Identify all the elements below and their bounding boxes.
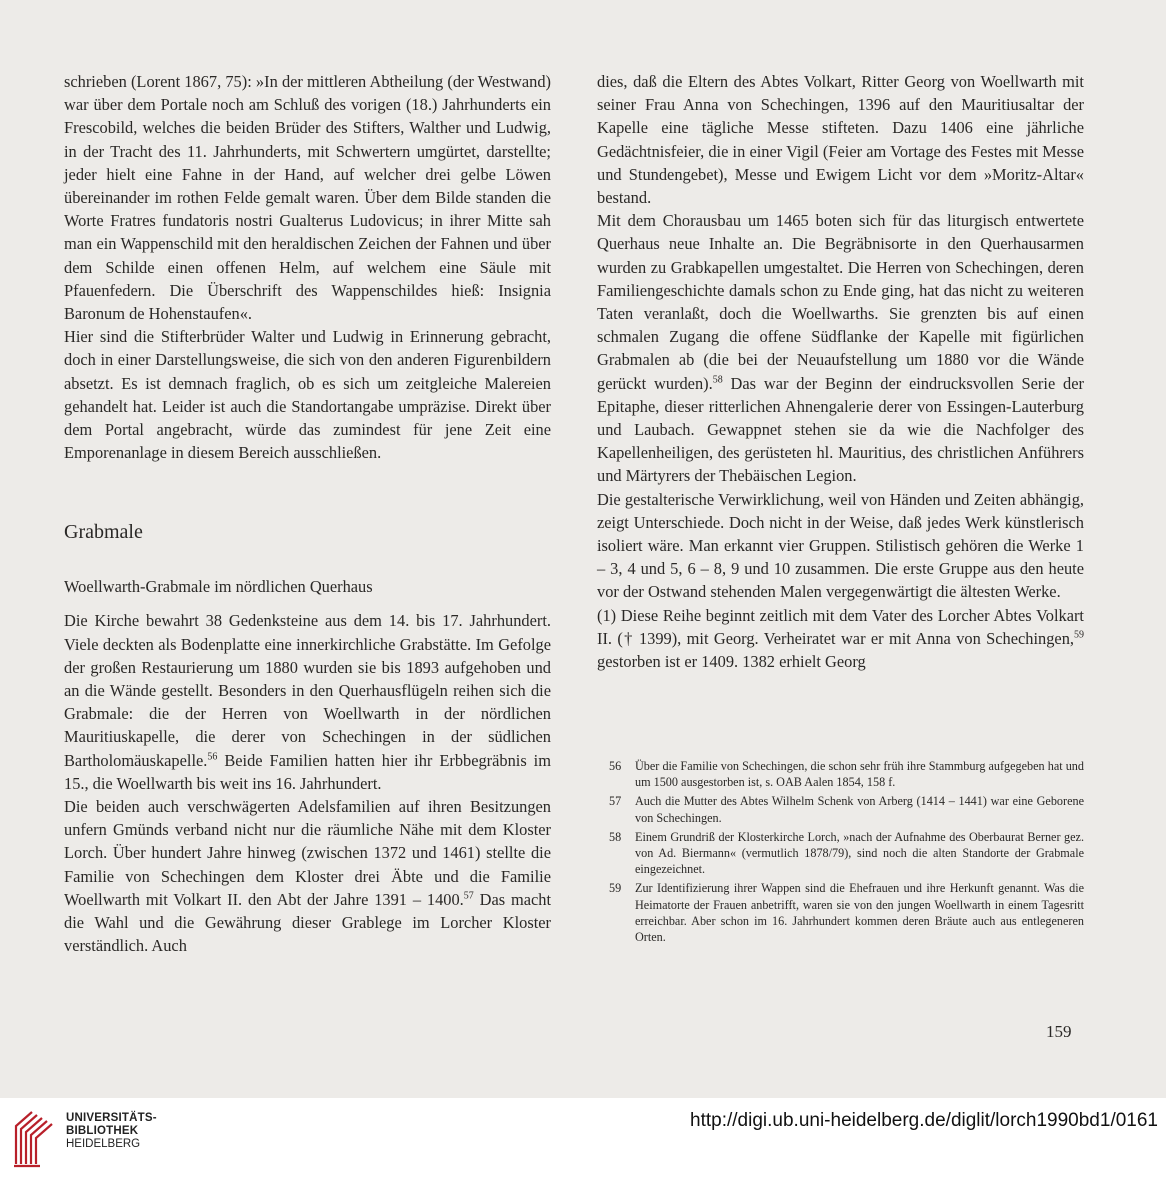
footnote-number: 57 [609, 794, 622, 809]
footnote-number: 59 [609, 881, 622, 896]
page-number: 159 [1046, 1022, 1072, 1041]
paragraph: Hier sind die Stifterbrüder Walter und Ludwig in Erinnerung gebracht, doch in einer Darstellungsweise, die sich von den anderen Figurenbildern absetzt. Es ist demnach fraglich, ob es sich um zeitgleiche Malereien gehandelt hat. Leider ist auch die Standortangabe umpräzise. Direkt über dem Portal angebracht, würde das zumindest für jene Zeit eine Emporenanlage in diesem Bereich ausschließen. [64, 327, 551, 463]
library-name [66, 1112, 157, 1151]
footnote-number: 56 [609, 759, 622, 773]
footnote-number: 58 [609, 829, 622, 844]
subsection-heading: Woellwarth-Grabmale im nördlichen Querhaus [64, 577, 373, 597]
paragraph [597, 209, 1084, 487]
text: Mit dem Chorausbau um 1465 boten sich für das liturgisch entwertete Querhaus neue Inhalte an. Die Begräbnisorte in den Querhausarmen wurden zu Grabkapellen umgestaltet. Die Herren von Schechingen, deren Familiengeschichte damals schon zu Ende ging, hat das nicht zu weiteren Taten veranlaßt, doch die Woellwarths. Sie grenzten bis auf einen schmalen Zugang die offene Südflanke der Kapelle mit figürlichen Grabmalen ab (die bei der Neuaufstellung um 1880 vor die Wände gerückt wurden). [597, 211, 1084, 393]
footnote-ref[interactable]: 59 [1074, 629, 1084, 641]
section-heading: Grabmale [64, 521, 143, 544]
footnotes [609, 758, 1084, 948]
text: Die Kirche bewahrt 38 Gedenksteine aus dem 14. bis 17. Jahrhundert. Viele deckten als Bodenplatte eine innerkirchliche Grabstätte. Im Gefolge der großen Restaurierung um 1880 wurden sie bis 1893 aufgehoben und an die Wände gestellt. Besonders in den Querhausflügeln reihen sich die Grabmale: die der Herren von Woellwarth in der nördlichen Mauritiuskapelle, die derer von Schechingen in der südlichen Bartholomäuskapelle. [64, 611, 551, 770]
footnote-ref[interactable]: 56 [207, 751, 218, 763]
footnote-text: Zur Identifizierung ihrer Wappen sind die Ehefrauen und ihre Herkunft genannt. Was die Heimatorte der Frauen anbetrifft, waren sie von den jungen Woellwarth in einem Tagesritt erreichbar. Aber schon im 16. Jahrhundert kommen deren Bräute auch aus entlegeneren Orten. [635, 881, 1084, 945]
text: Die beiden auch verschwägerten Adelsfamilien auf ihren Besitzungen unfern Gmünds verband nicht nur die räumliche Nähe mit dem Kloster Lorch. Über hundert Jahre hinweg (zwischen 1372 und 1461) stellte die Familie von Schechingen dem Kloster drei Äbte und die Familie Woellwarth mit Volkart II. den Abt der Jahre 1391 – 1400. [64, 797, 551, 909]
paragraph [64, 609, 551, 795]
text: Beide Familien hatten hier ihr Erbbegräbnis im 15., die Woellwarth bis weit ins 16. Jahrhundert. [64, 750, 551, 793]
text: Das war der Beginn der eindrucksvollen Serie der Epitaphe, dieser ritterlichen Ahnengalerie derer von Essingen-Lauterburg und Laubach. Gewappnet stehen sie da wie die Nachfolger des Kapellenheiligen, des gerüsteten hl. Mauritius, des christlichen Anführers und Märtyrers der Thebäischen Legion. [597, 373, 1084, 486]
paragraph: dies, daß die Eltern des Abtes Volkart, Ritter Georg von Woellwarth mit seiner Frau Anna von Schechingen, 1396 auf den Mauritiusaltar der Kapelle eine tägliche Messe stifteten. Dazu 1406 eine jährliche Gedächtnisfeier, die in einer Vigil (Feier am Vortage des Festes mit Messe und Stundengebet), Messe und Ewigem Licht vor dem »Moritz-Altar« bestand. [597, 72, 1084, 208]
footnote-text: Über die Familie von Schechingen, die schon sehr früh ihre Stammburg aufgegeben hat und um 1500 ausgestorben ist, s. OAB Aalen 1854, 158 f. [635, 759, 1084, 790]
paragraph: schrieben (Lorent 1867, 75): »In der mittleren Abtheilung (der Westwand) war über dem Portale noch am Schluß des vorigen (18.) Jahrhunderts ein Frescobild, welches die beiden Brüder des Stifters, Walther und Ludwig, in der Tracht des 11. Jahrhunderts, mit Schwertern umgürtet, darstellte; jeder hielt eine Fahne in der Hand, auf welcher drei gelbe Löwen übereinander im rothen Felde gemalt waren. Über dem Bilde standen die Worte Fratres fundatoris nostri Gualterus Ludovicus; in ihrer Mitte sah man ein Wappenschild mit den heraldischen Zeichen der Fahnen und über dem Schilde einen offenen Helm, auf welchem eine Säule mit Pfauenfedern. Die Überschrift des Wappenschildes hieß: Insignia Baronum de Hohenstaufen«. [64, 72, 551, 324]
footnote-ref[interactable]: 57 [463, 890, 474, 902]
paragraph: Die gestalterische Verwirklichung, weil von Händen und Zeiten abhängig, zeigt Unterschiede. Doch nicht in der Weise, daß jedes Werk künstlerisch isoliert wäre. Man erkannt vier Gruppen. Stilistisch gehören die Werke 1 – 3, 4 und 5, 6 – 8, 9 und 10 zusammen. Die erste Gruppe aus den heute vor der Ostwand stehenden Malen vergegenwärtigt die ältesten Werke. [597, 489, 1084, 602]
footnote-text: Auch die Mutter des Abtes Wilhelm Schenk von Arberg (1414 – 1441) war eine Geborene von Schechingen. [635, 794, 1084, 825]
library-name-line: UNIVERSITÄTS- [66, 1112, 157, 1124]
library-name-line: BIBLIOTHEK [66, 1125, 139, 1137]
text: Das macht die Wahl und die Gewährung dieser Grablege im Lorcher Kloster verständlich. Auch [64, 889, 551, 956]
left-column [64, 70, 551, 958]
right-column [597, 70, 1084, 673]
footnote [609, 758, 1084, 790]
paragraph [597, 604, 1084, 674]
footnote-ref[interactable]: 58 [712, 374, 723, 386]
library-logo-icon[interactable] [10, 1104, 62, 1170]
footnote-text: Einem Grundriß der Klosterkirche Lorch, »nach der Aufnahme des Oberbaurat Berner gez. von Ad. Biermann« (vermutlich 1878/79), sind noch die alten Standorte der Grabmale eingezeichnet. [635, 829, 1084, 877]
library-name-line: HEIDELBERG [66, 1138, 141, 1150]
text: gestorben ist er 1409. 1382 erhielt Georg [597, 652, 866, 672]
library-footer [0, 1098, 1166, 1178]
paragraph [64, 795, 551, 957]
text: (1) Diese Reihe beginnt zeitlich mit dem Vater des Lorcher Abtes Volkart II. († 1399), mit Georg. Verheiratet war er mit Anna von Schechingen, [597, 605, 1084, 648]
footnote [609, 793, 1084, 825]
permalink-url[interactable]: http://digi.ub.uni-heidelberg.de/diglit/lorch1990bd1/0161 [690, 1110, 1158, 1131]
footnote [609, 880, 1084, 945]
footnote [609, 829, 1084, 878]
